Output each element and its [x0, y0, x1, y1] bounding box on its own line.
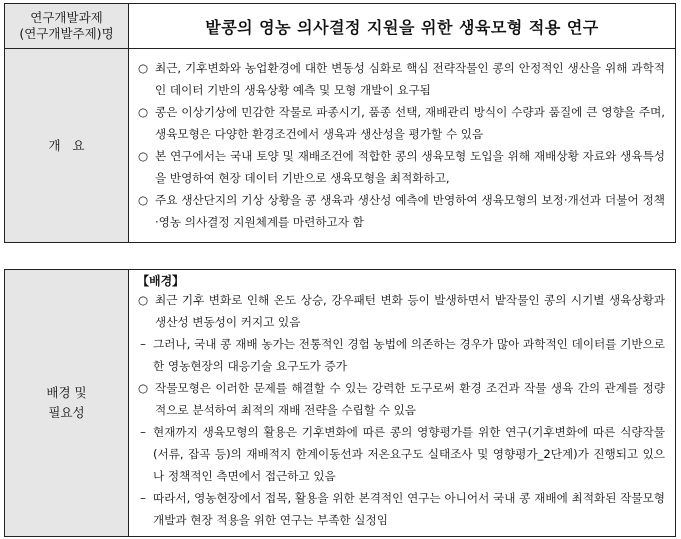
- background-row: [5, 270, 675, 536]
- overview-row: [5, 49, 675, 242]
- background-item: [137, 289, 665, 333]
- circle-bullet-icon: ○: [137, 149, 149, 163]
- background-heading: 【배경】: [137, 274, 185, 288]
- background-item-text: 따라서, 영농현장에서 접목, 활용을 위한 본격적인 연구는 아니어서 국내 콩 재배에 최적화된 작물모형 개발과 현장 적용을 위한 연구는 부족한 실정임: [153, 491, 665, 527]
- overview-item: [137, 101, 665, 145]
- project-table: [4, 3, 676, 243]
- background-item: [137, 333, 665, 377]
- project-name-label: 연구개발과제 (연구개발주제)명: [5, 4, 129, 48]
- background-item: [137, 487, 665, 531]
- background-item-text: 작물모형은 이러한 문제를 해결할 수 있는 강력한 도구로써 환경 조건과 작물 생육 간의 관계를 정량적으로 분석하여 최적의 재배 전략을 수립할 수 있음: [155, 381, 665, 417]
- circle-bullet-icon: ○: [137, 193, 149, 207]
- project-name-row: [5, 4, 675, 49]
- overview-item: [137, 189, 665, 233]
- circle-bullet-icon: ○: [137, 293, 149, 307]
- background-table: [4, 269, 676, 537]
- background-item-text: 최근 기후 변화로 인해 온도 상승, 강우패턴 변화 등이 발생하면서 밭작물인 콩의 시기별 생육상황과 생산성 변동성이 커지고 있음: [155, 293, 665, 329]
- background-item-text: 그러나, 국내 콩 재배 농가는 전통적인 경험 농법에 의존하는 경우가 많아 과학적인 데이터를 기반으로 한 영농현장의 대응기술 요구도가 증가: [153, 337, 665, 373]
- overview-content: [129, 49, 675, 242]
- dash-bullet-icon: –: [140, 337, 146, 351]
- background-item: [137, 377, 665, 421]
- circle-bullet-icon: ○: [137, 381, 149, 395]
- overview-item: [137, 57, 665, 101]
- overview-item-text: 본 연구에서는 국내 토양 및 재배조건에 적합한 콩의 생육모형 도입을 위해 재배상황 자료와 생육특성을 반영하여 현장 데이터 기반으로 생육모형을 최적화하고,: [155, 149, 665, 185]
- overview-label: 개 요: [5, 49, 129, 242]
- circle-bullet-icon: ○: [137, 105, 149, 119]
- overview-item-text: 콩은 이상기상에 민감한 작물로 파종시기, 품종 선택, 재배관리 방식이 수량과 품질에 큰 영향을 주며, 생육모형은 다양한 환경조건에서 생육과 생산성을 평가할 수 있음: [155, 105, 665, 141]
- overview-item: [137, 145, 665, 189]
- background-label: 배경 및 필요성: [5, 270, 129, 536]
- overview-item-text: 최근, 기후변화와 농업환경에 대한 변동성 심화로 핵심 전략작물인 콩의 안정적인 생산을 위해 과학적인 데이터 기반의 생육상황 예측 및 모형 개발이 요구됨: [155, 61, 665, 97]
- dash-bullet-icon: –: [140, 425, 146, 439]
- dash-bullet-icon: –: [140, 491, 146, 505]
- project-name-value: 밭콩의 영농 의사결정 지원을 위한 생육모형 적용 연구: [205, 17, 599, 37]
- overview-item-text: 주요 생산단지의 기상 상황을 콩 생육과 생산성 예측에 반영하여 생육모형의 보정·개선과 더불어 정책·영농 의사결정 지원체계를 마련하고자 함: [155, 193, 665, 229]
- circle-bullet-icon: ○: [137, 61, 149, 75]
- background-item-text: 현재까지 생육모형의 활용은 기후변화에 따른 콩의 영향평가를 위한 연구(기후변화에 따른 식량작물(서류, 잡곡 등)의 재배적지 한계이동선과 저온요구도 실태조사 및 영향평가_2단계)가 진행되고 있으나 정책적인 측면에서 접근하고 있음: [153, 425, 665, 483]
- background-item: [137, 421, 665, 487]
- background-content: [129, 270, 675, 536]
